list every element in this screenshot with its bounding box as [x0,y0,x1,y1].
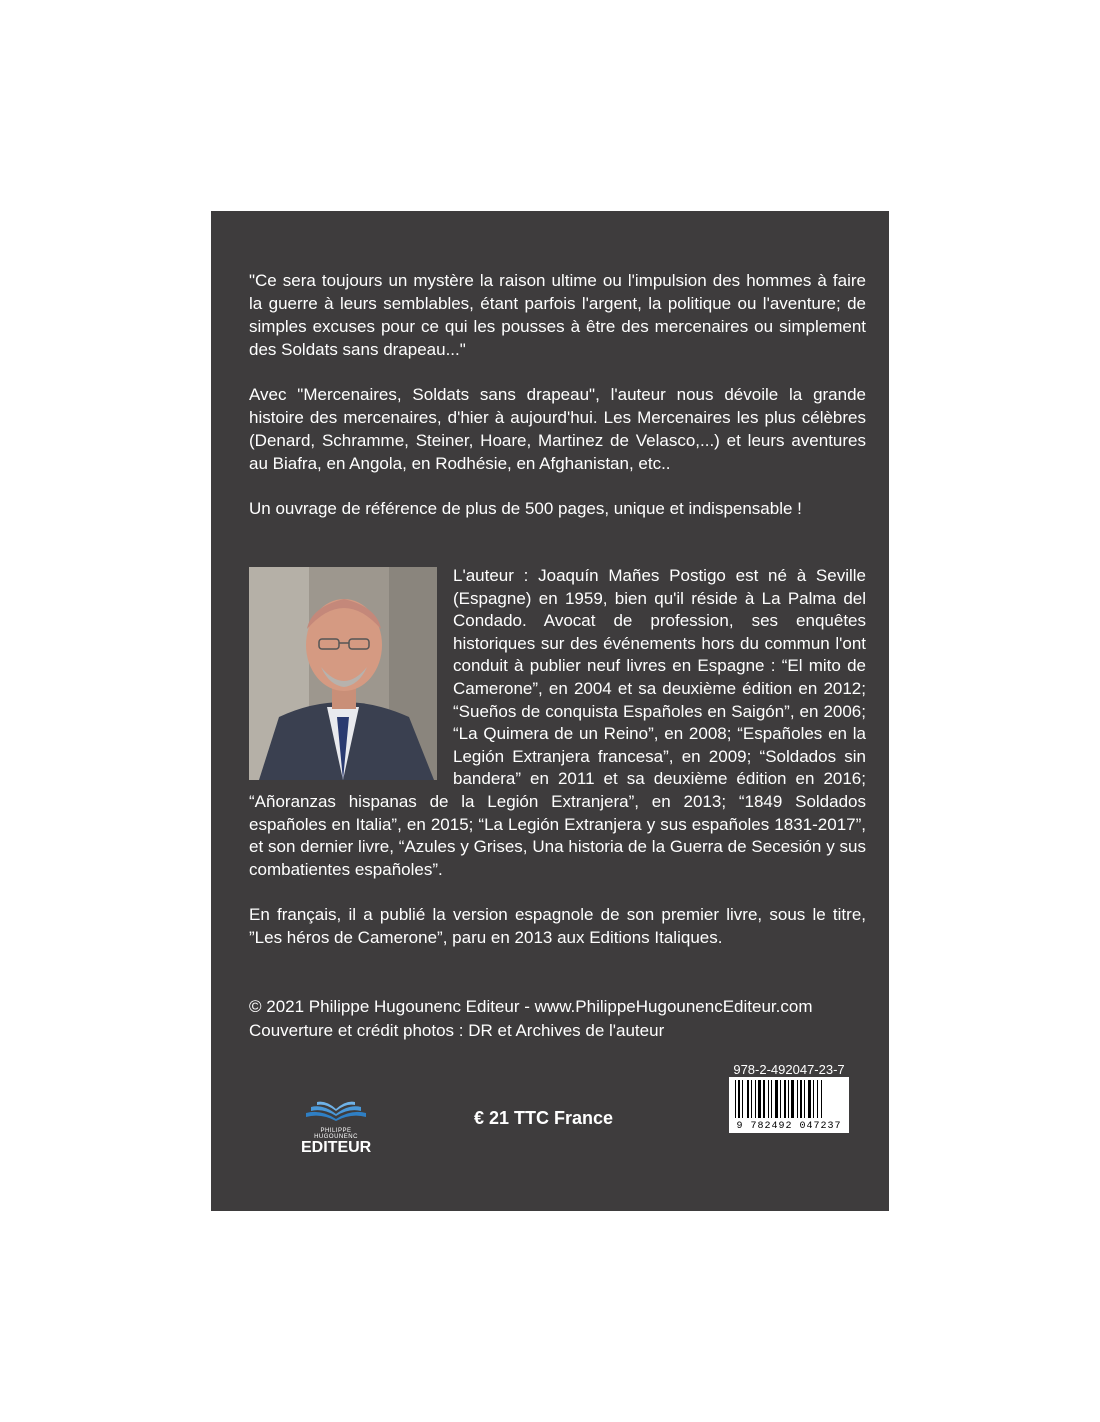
french-edition-note: En français, il a publié la version espagnole de son premier livre, sous le titre, ”Les héros de Camerone”, paru en 2013 aux Editions Italiques. [249,905,866,947]
barcode-bar [755,1080,756,1118]
publisher-name-small: PHILIPPE HUGOUNENC [314,1128,358,1140]
copyright-block [249,995,866,1043]
barcode-digits: 9 782492 047237 [736,1121,842,1132]
copyright-line: © 2021 Philippe Hugounenc Editeur - www.PhilippeHugounencEditeur.com [249,997,813,1016]
barcode-bar [738,1080,740,1118]
author-bio-paragraph [249,565,866,881]
photo-credit-line: Couverture et crédit photos : DR et Archives de l'auteur [249,1021,665,1040]
barcode-bar [817,1080,818,1118]
isbn-number: 978-2-492047-23-7 [733,1062,845,1077]
barcode-bar [747,1080,749,1118]
barcode-bar [804,1080,805,1118]
barcode-bar [813,1080,814,1118]
barcode-bar [797,1080,798,1118]
price-label: € 21 TTC France [474,1108,614,1128]
barcode-bar [784,1080,786,1118]
barcode-bar [788,1080,789,1118]
barcode-bar [800,1080,802,1118]
barcode-bar [735,1080,736,1118]
book-back-cover [211,211,889,1211]
publisher-logo [301,1091,371,1161]
isbn-barcode [729,1077,849,1133]
photo-wrap-spacer [249,565,453,790]
author-bio-text: L'auteur : Joaquín Mañes Postigo est né à Seville (Espagne) en 1959, bien qu'il réside à La Palma del Condado. Avocat de profession, ses enquêtes historiques sur des événements hors du commun l'ont conduit à publier neuf livres en Espagne : “El mito de Camerone”, en 2004 et sa deuxième édition en 2012; “Sueños de conquista Españoles en Saigón”, en 2006; “La Quimera de un Reino”, en 2008; “Españoles en la Legión Extranjera francesa”, en 2009; “Soldados sin bandera” en 2011 et sa deuxième édition en 2016; “Añoranzas hispanas de la Legión Extranjera”, en 2013; “1849 Soldados españoles en Italia”, en 2015; “La Legión Extranjera y sus españoles 1831-2017”, et son dernier livre, “Azules y Grises, Una historia de la Guerra de Secesión y sus combatientes españoles”. [249,566,866,879]
barcode-bar [742,1080,743,1118]
barcode-bar [771,1080,772,1118]
open-book-icon [301,1091,371,1121]
barcode-bar [763,1080,765,1118]
barcode-bar [808,1080,811,1118]
barcode-bar [821,1080,822,1118]
barcode-bar [775,1080,778,1118]
barcode-bar [758,1080,761,1118]
publisher-name-big: EDITEUR [301,1139,372,1156]
back-cover-quote: "Ce sera toujours un mystère la raison ultime ou l'impulsion des hommes à faire la guerre à leurs semblables, étant parfois l'argent, la politique ou l'aventure; de simples excuses pour ce qui les pousses à être des mercenaires ou simplement des Soldats sans drapeau..." [249,271,866,359]
barcode-bar [768,1080,769,1118]
book-summary: Avec "Mercenaires, Soldats sans drapeau", l'auteur nous dévoile la grande histoire des mercenaires, d'hier à aujourd'hui. Les Mercenaires les plus célèbres (Denard, Schramme, Steiner, Hoare, Martinez de Velasco,...) et leurs aventures au Biafra, en Angola, en Rodhésie, en Afghanistan, etc.. [249,385,866,473]
barcode-bars-icon [733,1080,845,1118]
barcode-bar [791,1080,794,1118]
barcode-bar [751,1080,752,1118]
book-tagline: Un ouvrage de référence de plus de 500 pages, unique et indispensable ! [249,499,802,518]
barcode-bar [780,1080,781,1118]
